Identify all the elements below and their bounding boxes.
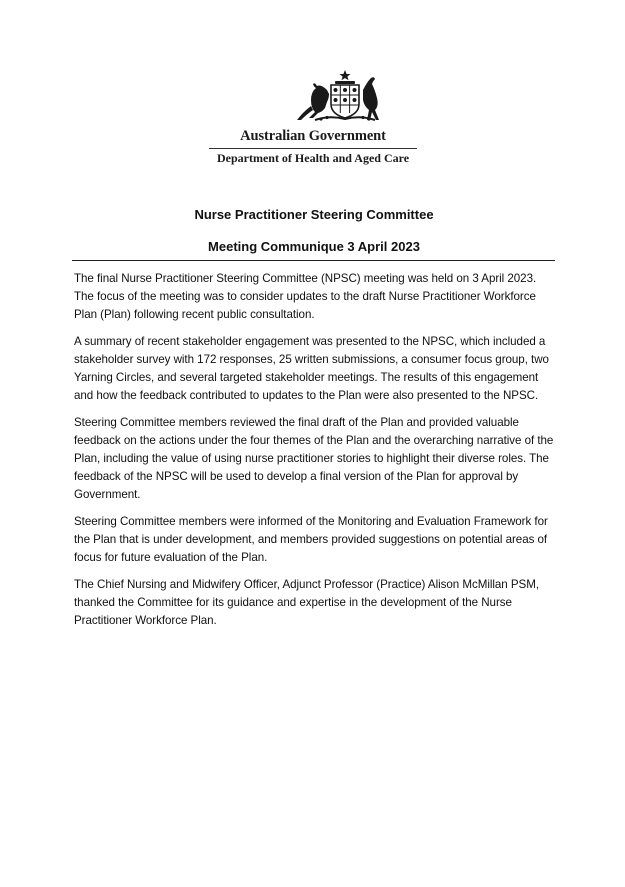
title-divider	[72, 260, 555, 261]
body-paragraph: The Chief Nursing and Midwifery Officer, Adjunct Professor (Practice) Alison McMillan PSM, thanked the Committee for its guidance and expertise in the development of the Nurse Practitioner Workforce Plan.	[74, 578, 540, 627]
document-title: Nurse Practitioner Steering Committee	[194, 207, 434, 222]
body-paragraph: A summary of recent stakeholder engagement was presented to the NPSC, which included a stakeholder survey with 172 responses, 25 written submissions, a consumer focus group, two Yarning Circles, and several targeted stakeholder meetings. The results of this engagement and how the feedback contributed to updates to the Plan were also presented to the NPSC.	[74, 335, 549, 402]
body-paragraph: The final Nurse Practitioner Steering Committee (NPSC) meeting was held on 3 April 2023. The focus of the meeting was to consider updates to the draft Nurse Practitioner Workforce Plan (Plan) following recent public consultation.	[74, 272, 537, 321]
header-divider	[209, 148, 417, 149]
commonwealth-coat-of-arms-icon	[275, 68, 415, 124]
body-paragraph: Steering Committee members reviewed the final draft of the Plan and provided valuable feedback on the actions under the four themes of the Plan and the overarching narrative of the Plan, including the value of using nurse practitioner stories to highlight their diverse roles. The feedback of the NPSC will be used to develop a final version of the Plan for approval by Government.	[74, 416, 554, 501]
government-name: Australian Government	[240, 128, 386, 144]
document-subtitle: Meeting Communique 3 April 2023	[208, 239, 420, 254]
document-body	[74, 270, 556, 639]
body-paragraph: Steering Committee members were informed of the Monitoring and Evaluation Framework for the Plan that is under development, and members provided suggestions on potential areas of focus for future evaluation of the Plan.	[74, 515, 548, 564]
department-name: Department of Health and Aged Care	[216, 151, 410, 165]
